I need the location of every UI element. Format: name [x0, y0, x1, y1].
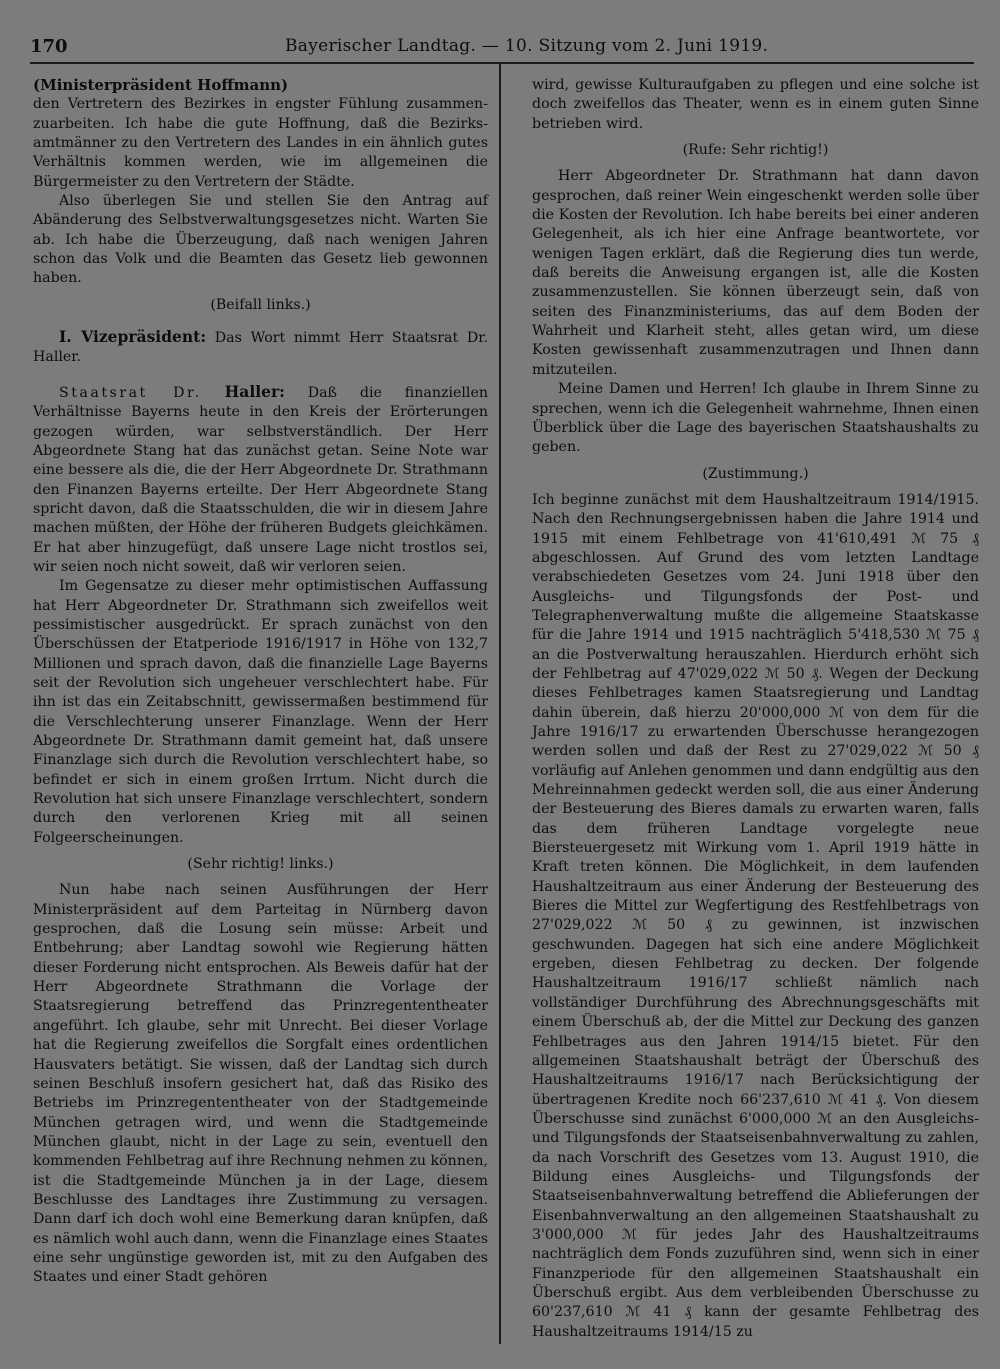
speaker-text: Das Wort nimmt Herr Staatsrat Dr. Haller. [33, 330, 488, 366]
right-column [532, 76, 979, 1342]
paragraph: wird, gewisse Kulturaufgaben zu pflegen und eine solche ist doch zweifellos das Theater, wenn es in einem guten Sinne betrieben wird. [532, 77, 979, 132]
page-number: 170 [30, 36, 68, 57]
speaker-name: I. Vizepräsident: [59, 327, 207, 347]
paragraph: Daß die finanziellen Verhältnisse Bayerns heute in den Kreis der Erörterungen gezogen würden, war selbstverständlich. Der Herr Abgeordnete Stang hat das zunächst getan. Seine Note war eine bessere als die, die der Herr Abgeordnete Dr. Strathmann den Finanzen Bayerns erteilte. Der Herr Abgeordnete Stang spricht davon, daß die Staatsschulden, die wir in diesem Jahre machen müßten, der Höhe der früheren Budgets gleichkämen. Er hat aber hinzugefügt, daß unsere Lage nicht trostlos sei, wir seien noch nicht soweit, daß wir verloren seien. [33, 384, 488, 575]
vice-president-paragraph [33, 327, 488, 368]
paragraph: Ich beginne zunächst mit dem Haushaltzeitraum 1914/1915. Nach den Rechnungsergebnissen haben die Jahre 1914 und 1915 mit einem Fehlbetrage von 41'610,491 ℳ 75 ₰ abgeschlossen. Auf Grund des vom letzten Landtage verabschiedeten Gesetzes vom 24. Juni 1918 über den Ausgleichs- und Tilgungsfonds der Post- und Telegraphenverwaltung mußte die allgemeine Staatskasse für die Jahre 1914 und 1915 nachträglich 5'418,530 ℳ 75 ₰ an die Postverwaltung herauszahlen. Hierdurch erhöht sich der Fehlbetrag auf 47'029,022 ℳ 50 ₰. Wegen der Deckung dieses Fehlbetrages kamen Staatsregierung und Landtag dahin überein, daß hierzu 20'000,000 ℳ von dem für die Jahre 1916/17 zu erwartenden Überschusse herangezogen werden sollen und daß der Rest zu 27'029,022 ℳ 50 ₰ vorläufig auf Anlehen genommen und dann endgültig aus den Mehreinnahmen gedeckt werden soll, die aus einer Änderung der Besteuerung des Bieres damals zu erwarten waren, falls das dem früheren Landtage vorgelegte neue Biersteuergesetz mit Wirkung vom 1. April 1919 hätte in Kraft treten können. Die Möglichkeit, in dem laufenden Haushaltzeitraum aus einer Änderung der Besteuerung des Bieres die Mittel zur Wegfertigung des Restfehlbetrags von 27'029,022 ℳ 50 ₰ zu gewinnen, ist inzwischen geschwunden. Dagegen hat sich eine andere Möglichkeit ergeben, diesen Fehlbetrag zu decken. Der folgende Haushaltzeitraum 1916/17 schließt nämlich nach vollständiger Durchführung des Abrechnungsgeschäfts mit einem Überschuß ab, der die Mittel zur Deckung des ganzen Fehlbetrages aus den Jahren 1914/15 bietet. Für den allgemeinen Staatshaushalt beträgt der Überschuß des Haushaltzeitraums 1916/17 nach Berücksichtigung der übertragenen Kredite noch 66'237,610 ℳ 41 ₰. Von diesem Überschusse sind zunächst 6'000,000 ℳ an den Ausgleichs- und Tilgungsfonds der Staatseisenbahnverwaltung zu zahlen, da nach Vorschrift des Gesetzes vom 13. August 1910, die Bildung eines Ausgleichs- und Tilgungsfonds der Staatseisenbahnverwaltung betreffend die Ablieferungen der Eisenbahnverwaltung an den allgemeinen Staatshaushalt zu 3'000,000 ℳ für jedes Jahr des Haushaltzeitraums nachträglich dem Fonds zuzuführen sind, wenn sich in einer Finanzperiode für den allgemeinen Staatshaushalt ein Überschuß ergibt. Aus dem verbleibenden Überschusse zu 60'237,610 ℳ 41 ₰ kann der gesamte Fehlbetrag des Haushaltzeitraums 1914/15 zu [532, 491, 979, 1340]
paragraph: Also überlegen Sie und stellen Sie den Antrag auf Abänderung des Selbstverwaltungsgesetzes nicht. Warten Sie ab. Ich habe die Überzeugung, daß nach wenigen Jahren schon das Volk und die Beamten das Gesetz lieb gewonnen haben. [33, 193, 488, 287]
page-header [30, 30, 974, 64]
remark: (Sehr richtig! links.) [187, 856, 334, 873]
speaker-name: Haller: [224, 381, 285, 401]
remark: (Beifall links.) [210, 296, 311, 313]
left-column [33, 76, 488, 1288]
column-divider [499, 64, 501, 1344]
paragraph: Nun habe nach seinen Ausführungen der Herr Ministerpräsident auf dem Parteitag in Nürnberg davon gesprochen, daß die Losung sein müsse: Arbeit und Entbehrung; aber Landtag sowohl wie Regierung hätten dieser Forderung nicht entsprochen. Als Beweis dafür hat der Herr Abgeordnete Strathmann die Vorlage der Staatsregierung betreffend das Prinzregententheater angeführt. Ich glaube, sehr mit Unrecht. Bei dieser Vorlage hat die Regierung zweifellos die Sorgfalt eines ordentlichen Hausvaters betätigt. Sie wissen, daß der Landtag sich durch seinen Beschluß insofern gesichert hat, daß das Risiko des Betriebs im Prinzregententheater von der Stadtgemeinde München getragen wird, und wenn die Stadtgemeinde München glaubt, nicht in der Lage zu sein, eventuell den kommenden Fehlbetrag auf ihre Rechnung nehmen zu können, ist die Stadtgemeinde München ja in der Lage, diesem Beschlusse des Landtages ihre Zustimmung zu versagen. Dann darf ich doch wohl eine Bemerkung daran knüpfen, daß es nämlich wohl auch dann, wenn die Finanzlage eines Staates eine sehr ungünstige geworden ist, mit zu den Aufgaben des Staates und einer Stadt gehören [33, 882, 488, 1286]
paragraph: Meine Damen und Herren! Ich glaube in Ihrem Sinne zu sprechen, wenn ich die Gelegenheit wahrnehme, Ihnen einen Überblick über die Lage des bayerischen Staatshaushalts zu geben. [532, 381, 979, 456]
remark: (Rufe: Sehr richtig!) [682, 142, 829, 159]
running-title: Bayerischer Landtag. — 10. Sitzung vom 2. Juni 1919. [285, 36, 769, 56]
paragraph: Im Gegensatze zu dieser mehr optimistischen Auffassung hat Herr Abgeordneter Dr. Strathmann sich zweifellos weit pessimistischer ausgedrückt. Er sprach zunächst von den Überschüssen der Etatperiode 1916/1917 in Höhe von 132,7 Millionen und sprach davon, daß die finanzielle Lage Bayerns seit der Revolution sich ungeheuer verschlechtert habe. Für ihn ist das ein Zeitabschnitt, gewissermaßen bestimmend für die Verschlechterung unserer Finanzlage. Wenn der Herr Abgeordnete Dr. Strathmann damit gemeint hat, daß unsere Finanzlage sich durch die Revolution verschlechtert habe, so befindet er sich in einem großen Irrtum. Nicht durch die Revolution hat sich unsere Finanzlage verschlechtert, sondern durch den verlorenen Krieg mit all seinen Folgeerscheinungen. [33, 578, 488, 846]
speaker-title: Staatsrat Dr. [59, 384, 202, 401]
staatsrat-paragraph [33, 382, 488, 577]
speaker-heading: (Ministerpräsident Hoffmann) [33, 76, 289, 94]
remark: (Zustimmung.) [702, 465, 809, 482]
paragraph: Herr Abgeordneter Dr. Strathmann hat dann davon gesprochen, daß reiner Wein eingeschenkt werden solle über die Kosten der Revolution. Ich habe bereits bei einer anderen Gelegenheit, als ich hier eine Anfrage beantwortete, vor wenigen Tagen erklärt, daß die Regierung dies tun werde, daß bereits die Anweisung ergangen ist, alle die Kosten zusammenzustellen. Sie können überzeugt sein, daß von seiten des Finanzministeriums, das auf dem Boden der Wahrheit und Klarheit steht, alles getan wird, um diese Kosten gewissenhaft zusammenzutragen und Ihnen dann mitzuteilen. [532, 168, 979, 378]
paragraph: den Vertretern des Bezirkes in engster Fühlung zusammen-zuarbeiten. Ich habe die gute Hoffnung, daß die Bezirks-amtmänner zu den Vertretern des Landes in ein ähnlich gutes Verhältnis kommen werden, wie im allgemeinen die Bürgermeister zu den Vertretern der Städte. [33, 96, 488, 190]
